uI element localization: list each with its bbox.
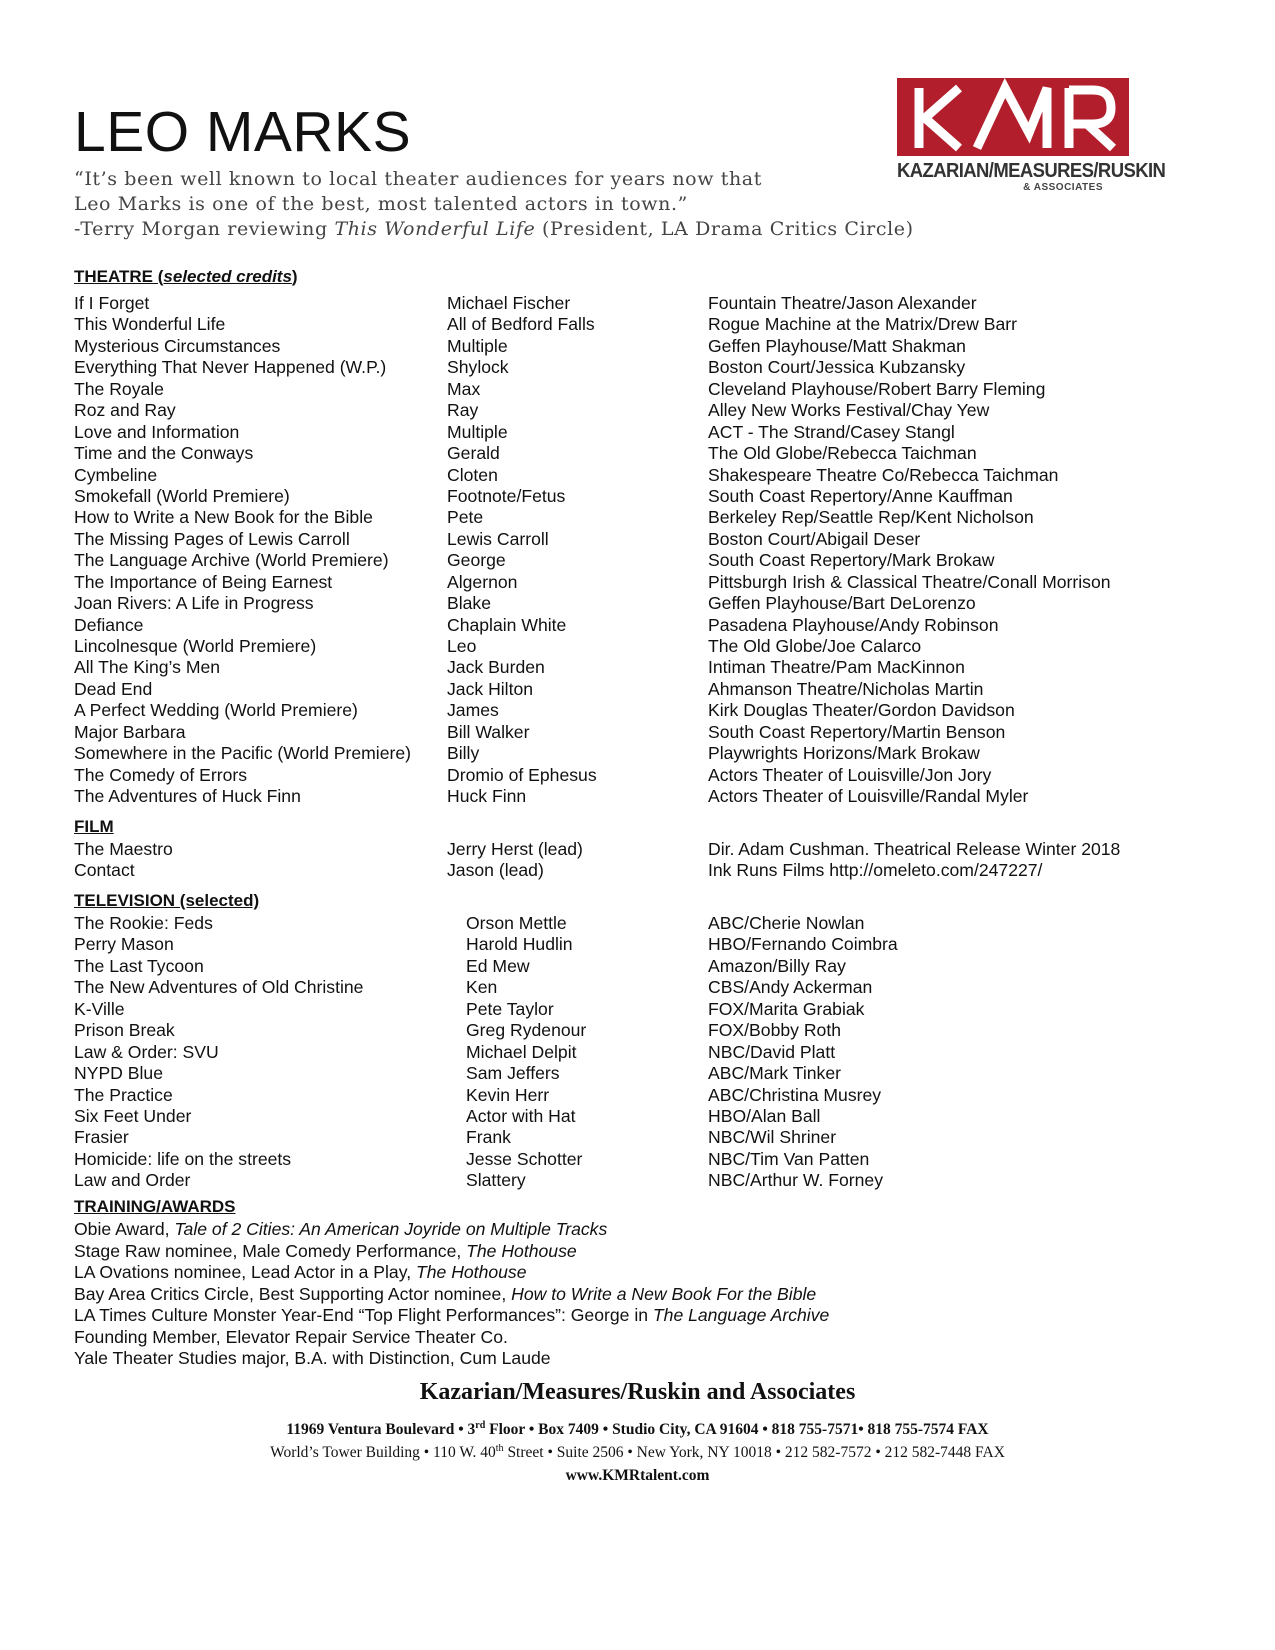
credit-role: Ed Mew [466, 955, 530, 976]
credit-row [74, 839, 1254, 860]
training-item-work-title: Tale of 2 Cities: An American Joyride on Multiple Tracks [174, 1219, 608, 1239]
credit-venue: Cleveland Playhouse/Robert Barry Fleming [708, 378, 1046, 399]
logo-monogram [897, 78, 1129, 156]
credit-venue: HBO/Alan Ball [708, 1105, 821, 1126]
credit-role: Jack Burden [447, 657, 545, 678]
attribution-title: This Wonderful Life [334, 218, 536, 240]
credit-row [74, 636, 1254, 657]
credit-row [74, 1085, 1254, 1106]
credit-venue: Boston Court/Abigail Deser [708, 528, 921, 549]
credit-venue: Pasadena Playhouse/Andy Robinson [708, 614, 999, 635]
address-la-part1: 11969 Ventura Boulevard • 3 [286, 1421, 476, 1438]
credit-venue: Berkeley Rep/Seattle Rep/Kent Nicholson [708, 507, 1034, 528]
credit-venue: NBC/David Platt [708, 1041, 836, 1062]
credit-venue: Geffen Playhouse/Bart DeLorenzo [708, 593, 976, 614]
credit-venue: NBC/Tim Van Patten [708, 1148, 870, 1169]
credit-venue: Pittsburgh Irish & Classical Theatre/Conall Morrison [708, 571, 1111, 592]
attribution-suffix: (President, LA Drama Critics Circle) [535, 218, 914, 240]
credit-title: The Comedy of Errors [74, 764, 248, 785]
credit-venue: ACT - The Strand/Casey Stangl [708, 421, 955, 442]
credit-row [74, 400, 1254, 421]
training-item-text: Bay Area Critics Circle, Best Supporting Actor nominee, [74, 1283, 512, 1304]
credit-role: Sam Jeffers [466, 1063, 560, 1084]
credit-title: Law & Order: SVU [74, 1041, 219, 1062]
address-ny-part2: Street • Suite 2506 • New York, NY 10018 • 212 582-7572 • 212 582-7448 FAX [503, 1444, 1005, 1461]
credit-venue: Intiman Theatre/Pam MacKinnon [708, 657, 965, 678]
training-item-text: Stage Raw nominee, Male Comedy Performance, [74, 1240, 467, 1261]
credit-role: Jerry Herst (lead) [447, 839, 583, 859]
credit-row [74, 860, 1254, 881]
logo-associates: & ASSOCIATES [1023, 182, 1103, 193]
credit-venue: Dir. Adam Cushman. Theatrical Release Winter 2018 [708, 839, 1121, 859]
credit-row [74, 1042, 1254, 1063]
training-item [74, 1327, 829, 1349]
credit-title: The Adventures of Huck Finn [74, 786, 301, 807]
credit-venue: Amazon/Billy Ray [708, 955, 846, 976]
credit-venue: Shakespeare Theatre Co/Rebecca Taichman [708, 464, 1059, 485]
credit-role: Billy [447, 743, 480, 764]
credit-row [74, 700, 1254, 721]
credit-title: Mysterious Circumstances [74, 335, 281, 356]
credit-title: Perry Mason [74, 934, 174, 955]
training-item [74, 1262, 829, 1284]
credit-title: Law and Order [74, 1170, 191, 1191]
credit-venue: The Old Globe/Joe Calarco [708, 636, 922, 656]
address-la-sup: rd [475, 1419, 486, 1431]
training-item-text: LA Times Culture Monster Year-End “Top Flight Performances”: George in [74, 1305, 653, 1325]
credit-row [74, 999, 1254, 1020]
credit-title: Frasier [74, 1127, 129, 1148]
quote-attribution [74, 217, 914, 242]
actor-name: LEO MARKS [74, 100, 412, 164]
credit-role: Greg Rydenour [466, 1020, 587, 1041]
credit-title: Major Barbara [74, 721, 186, 742]
credit-title: Smokefall (World Premiere) [74, 485, 290, 506]
credit-venue: Rogue Machine at the Matrix/Drew Barr [708, 314, 1017, 335]
credit-title: Roz and Ray [74, 400, 176, 421]
credit-title: All The King’s Men [74, 657, 221, 678]
credit-row [74, 529, 1254, 550]
credit-row [74, 357, 1254, 378]
theatre-title-end: ) [291, 267, 298, 286]
training-item-text: Yale Theater Studies major, B.A. with Distinction, Cum Laude [74, 1348, 551, 1368]
credit-title: A Perfect Wedding (World Premiere) [74, 700, 358, 721]
credit-venue: South Coast Repertory/Anne Kauffman [708, 485, 1013, 506]
credit-role: Slattery [466, 1170, 526, 1191]
credit-title: K-Ville [74, 998, 125, 1019]
training-item-text: Obie Award, [74, 1219, 175, 1239]
credit-venue: HBO/Fernando Coimbra [708, 934, 898, 955]
training-item-text: LA Ovations nominee, Lead Actor in a Play, [74, 1262, 416, 1282]
training-item [74, 1219, 829, 1241]
credit-venue: FOX/Bobby Roth [708, 1020, 841, 1041]
attribution-prefix: -Terry Morgan reviewing [74, 218, 335, 240]
quote-line: Leo Marks is one of the best, most talented actors in town.” [74, 193, 688, 215]
credit-title: Joan Rivers: A Life in Progress [74, 593, 314, 614]
credit-role: Jason (lead) [447, 860, 544, 881]
credit-role: Harold Hudlin [466, 934, 573, 955]
credit-title: The Last Tycoon [74, 955, 204, 976]
credit-role: Gerald [447, 443, 500, 464]
credit-row [74, 934, 1254, 955]
credit-venue: Ink Runs Films http://omeleto.com/247227/ [708, 860, 1043, 881]
credit-venue: Geffen Playhouse/Matt Shakman [708, 335, 966, 356]
credit-title: The Practice [74, 1084, 173, 1105]
training-item-work-title: The Language Archive [652, 1305, 830, 1325]
credit-title: How to Write a New Book for the Bible [74, 507, 373, 528]
credit-role: Orson Mettle [466, 913, 567, 933]
credit-title: Contact [74, 860, 135, 881]
credit-row [74, 1106, 1254, 1127]
credit-row [74, 913, 1254, 934]
credit-role: George [447, 550, 506, 571]
credit-row [74, 486, 1254, 507]
credit-role: Chaplain White [447, 614, 567, 635]
credit-row [74, 657, 1254, 678]
credit-title: The Missing Pages of Lewis Carroll [74, 528, 350, 549]
credit-row [74, 786, 1254, 807]
credit-title: NYPD Blue [74, 1063, 163, 1084]
training-item [74, 1284, 829, 1306]
credit-role: Leo [447, 636, 477, 656]
footer-address-la [0, 1421, 1275, 1439]
quote-line: “It’s been well known to local theater audiences for years now that [74, 168, 762, 190]
credit-row [74, 722, 1254, 743]
credit-role: Shylock [447, 357, 509, 378]
credit-row [74, 293, 1254, 314]
credit-role: Blake [447, 593, 492, 614]
credit-title: This Wonderful Life [74, 314, 226, 335]
credit-row [74, 1149, 1254, 1170]
credit-venue: South Coast Repertory/Mark Brokaw [708, 550, 995, 571]
credit-venue: ABC/Cherie Nowlan [708, 913, 865, 933]
credit-venue: ABC/Christina Musrey [708, 1084, 882, 1105]
credit-row [74, 743, 1254, 764]
credit-title: If I Forget [74, 293, 150, 313]
credit-role: Multiple [447, 335, 508, 356]
address-ny-sup: th [495, 1442, 504, 1454]
kmr-monogram-graphic [897, 78, 1129, 156]
credit-row [74, 314, 1254, 335]
credit-row [74, 765, 1254, 786]
credit-row [74, 572, 1254, 593]
footer-website[interactable]: www.KMRtalent.com [565, 1467, 710, 1484]
credit-title: Love and Information [74, 421, 240, 442]
training-item [74, 1305, 829, 1327]
review-quote [74, 167, 914, 242]
training-awards-list [74, 1219, 829, 1370]
credit-role: Kevin Herr [466, 1084, 550, 1105]
credit-row [74, 550, 1254, 571]
credit-venue: CBS/Andy Ackerman [708, 977, 873, 998]
credit-title: Six Feet Under [74, 1105, 192, 1126]
credit-row [74, 593, 1254, 614]
credit-role: Max [447, 378, 481, 399]
credit-role: Footnote/Fetus [447, 485, 566, 506]
training-item-work-title: The Hothouse [466, 1240, 577, 1261]
credit-row [74, 379, 1254, 400]
credit-row [74, 465, 1254, 486]
theatre-credits [74, 293, 1254, 808]
credit-venue: Alley New Works Festival/Chay Yew [708, 400, 990, 421]
credit-venue: Actors Theater of Louisville/Jon Jory [708, 764, 992, 785]
credit-role: Dromio of Ephesus [447, 764, 597, 785]
credit-venue: The Old Globe/Rebecca Taichman [708, 443, 977, 464]
credit-venue: FOX/Marita Grabiak [708, 998, 865, 1019]
credit-role: Cloten [447, 464, 498, 485]
credit-row [74, 679, 1254, 700]
credit-role: Ray [447, 400, 479, 421]
training-item [74, 1241, 829, 1263]
credit-venue: Fountain Theatre/Jason Alexander [708, 293, 977, 313]
credit-title: Everything That Never Happened (W.P.) [74, 357, 387, 378]
credit-title: Time and the Conways [74, 443, 254, 464]
credit-role: Algernon [447, 571, 518, 592]
credit-venue: Kirk Douglas Theater/Gordon Davidson [708, 700, 1015, 721]
credit-title: Somewhere in the Pacific (World Premiere) [74, 743, 412, 764]
credit-role: All of Bedford Falls [447, 314, 595, 335]
footer-address-ny [0, 1444, 1275, 1462]
credit-role: Ken [466, 977, 498, 998]
training-section-title: TRAINING/AWARDS [74, 1197, 236, 1216]
credit-role: Huck Finn [447, 786, 527, 807]
credit-role: Bill Walker [447, 721, 530, 742]
credit-venue: Ahmanson Theatre/Nicholas Martin [708, 678, 984, 699]
credit-title: Dead End [74, 678, 153, 699]
credit-venue: Boston Court/Jessica Kubzansky [708, 357, 966, 378]
credit-role: Lewis Carroll [447, 528, 549, 549]
credit-venue: South Coast Repertory/Martin Benson [708, 721, 1006, 742]
training-item-work-title: How to Write a New Book For the Bible [511, 1283, 817, 1304]
credit-row [74, 443, 1254, 464]
credit-title: The Royale [74, 378, 164, 399]
credit-role: Frank [466, 1127, 511, 1148]
credit-title: The New Adventures of Old Christine [74, 977, 364, 998]
theatre-title-text: THEATRE ( [74, 267, 164, 286]
credit-role: Pete [447, 507, 484, 528]
training-item [74, 1348, 829, 1370]
credit-title: Lincolnesque (World Premiere) [74, 636, 317, 656]
credit-venue: NBC/Arthur W. Forney [708, 1170, 884, 1191]
credit-role: Michael Fischer [447, 293, 571, 313]
address-la-part2: Floor • Box 7409 • Studio City, CA 91604 • 818 755-7571• 818 755-7574 FAX [485, 1421, 989, 1438]
film-section-title: FILM [74, 817, 114, 836]
credit-title: The Maestro [74, 839, 173, 859]
credit-row [74, 977, 1254, 998]
credit-row [74, 1127, 1254, 1148]
theatre-section-title [74, 267, 298, 287]
address-ny-part1: World’s Tower Building • 110 W. 40 [270, 1444, 496, 1461]
credit-row [74, 422, 1254, 443]
credit-title: Cymbeline [74, 464, 158, 485]
credit-title: Homicide: life on the streets [74, 1148, 292, 1169]
credit-role: Jesse Schotter [466, 1148, 583, 1169]
credit-title: Prison Break [74, 1020, 175, 1041]
television-section-title: TELEVISION (selected) [74, 891, 260, 910]
credit-row [74, 1020, 1254, 1041]
credit-role: Actor with Hat [466, 1105, 576, 1126]
credit-row [74, 956, 1254, 977]
credit-role: Pete Taylor [466, 998, 554, 1019]
training-item-work-title: The Hothouse [415, 1262, 527, 1282]
credit-row [74, 1063, 1254, 1084]
theatre-title-italic: selected credits [163, 267, 292, 286]
credit-venue: Playwrights Horizons/Mark Brokaw [708, 743, 980, 764]
credit-title: The Importance of Being Earnest [74, 571, 333, 592]
credit-role: Michael Delpit [466, 1041, 577, 1062]
credit-venue: Actors Theater of Louisville/Randal Myler [708, 786, 1029, 807]
footer-agency-name: Kazarian/Measures/Ruskin and Associates [419, 1379, 856, 1405]
credit-title: The Language Archive (World Premiere) [74, 550, 389, 571]
credit-row [74, 1170, 1254, 1191]
credit-role: Jack Hilton [447, 678, 534, 699]
credit-venue: NBC/Wil Shriner [708, 1127, 837, 1148]
credit-title: Defiance [74, 614, 144, 635]
credit-row [74, 336, 1254, 357]
credit-venue: ABC/Mark Tinker [708, 1063, 841, 1084]
credit-row [74, 507, 1254, 528]
logo-agency-name: KAZARIAN/MEASURES/RUSKIN [897, 158, 1166, 182]
training-item-text: Founding Member, Elevator Repair Service Theater Co. [74, 1326, 508, 1347]
credit-role: James [447, 700, 499, 721]
credit-title: The Rookie: Feds [74, 913, 213, 933]
credit-role: Multiple [447, 421, 508, 442]
credit-row [74, 615, 1254, 636]
film-credits [74, 839, 1254, 882]
television-credits [74, 913, 1254, 1192]
agency-logo [897, 78, 1166, 193]
